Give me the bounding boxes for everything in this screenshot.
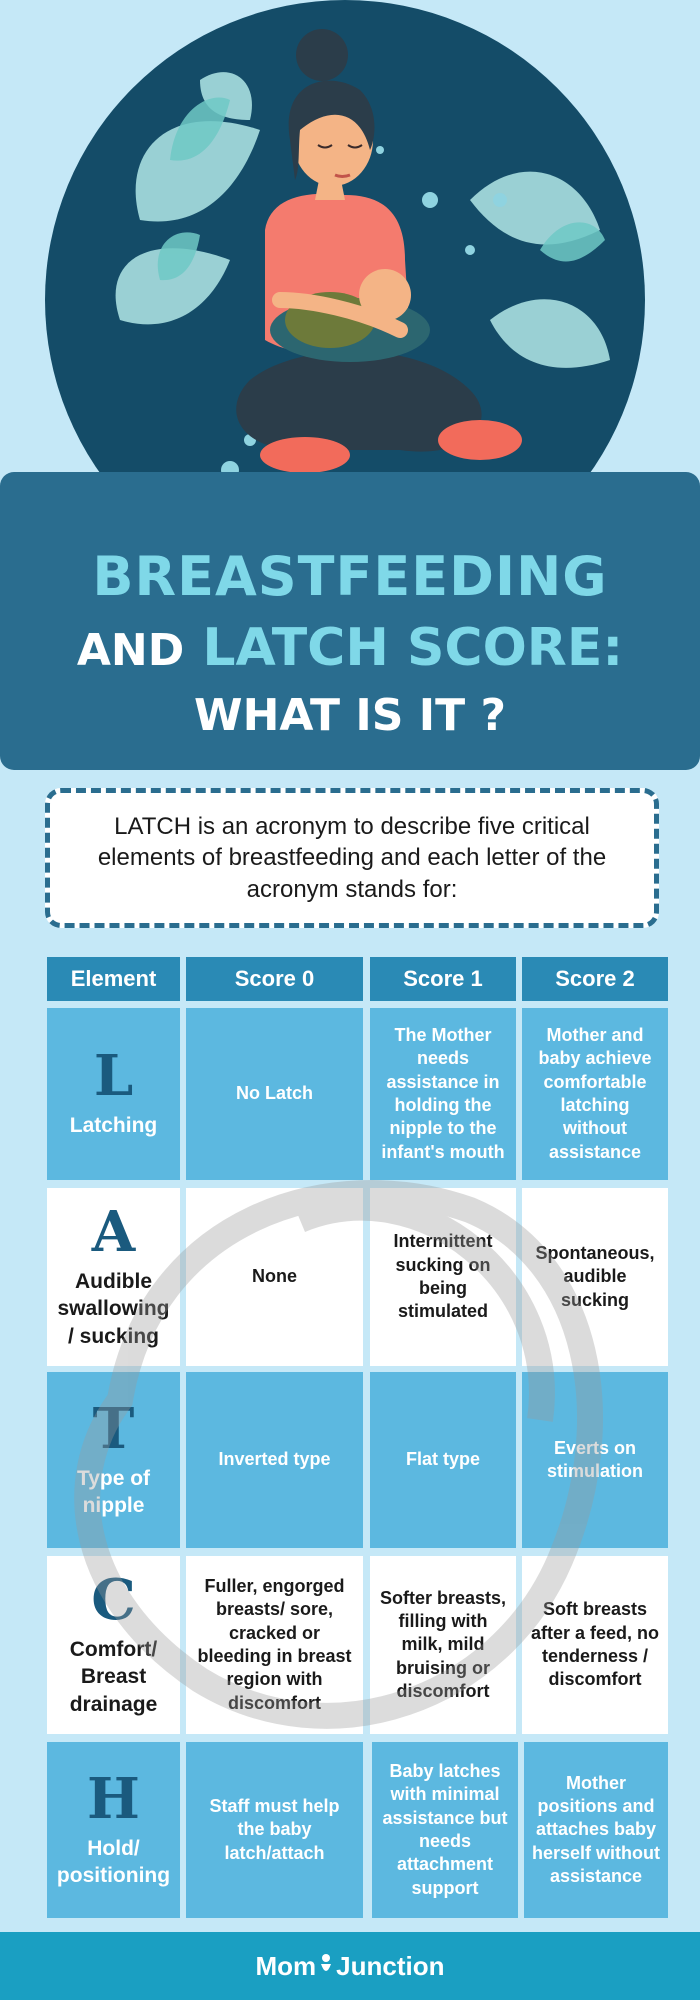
element-name: Comfort/ Breast drainage: [69, 1638, 158, 1716]
row-latching-score-1: The Mother needs assistance in holding the nipple to the infant's mouth: [370, 1008, 516, 1180]
row-type-score-0: Inverted type: [186, 1372, 363, 1548]
row-comfort-score-0: Fuller, engorged breasts/ sore, cracked or bleeding in breast region with discomfort: [186, 1556, 363, 1734]
row-hold-score-1: Baby latches with minimal assistance but needs attachment support: [372, 1742, 518, 1918]
row-comfort-score-2: Soft breasts after a feed, no tenderness / discomfort: [522, 1556, 668, 1734]
row-comfort-element: [47, 1556, 180, 1734]
title-line-3: WHAT IS IT ?: [194, 690, 506, 741]
letter-l: L: [93, 1043, 134, 1110]
letter-h: H: [87, 1765, 140, 1832]
row-latching-score-0: No Latch: [186, 1008, 363, 1180]
letter-c: C: [91, 1567, 136, 1634]
letter-t: T: [92, 1395, 135, 1462]
row-audible-score-2: Spontaneous, audible sucking: [522, 1188, 668, 1366]
letter-a: A: [91, 1199, 136, 1266]
row-type-element: [47, 1372, 180, 1548]
row-audible-score-0: None: [186, 1188, 363, 1366]
element-name: Type of nipple: [76, 1466, 151, 1517]
header-element: Element: [47, 957, 180, 1001]
row-type-score-2: Everts on stimulation: [522, 1372, 668, 1548]
row-hold-element: [47, 1742, 180, 1918]
row-comfort-score-1: Softer breasts, filling with milk, mild bruising or discomfort: [370, 1556, 516, 1734]
intro-box: LATCH is an acronym to describe five critical elements of breastfeeding and each letter of the acronym stands for:: [45, 788, 659, 928]
title-line-1: BREASTFEEDING: [92, 545, 608, 608]
element-name: Hold/ positioning: [56, 1836, 171, 1887]
row-audible-score-1: Intermittent sucking on being stimulated: [370, 1188, 516, 1366]
row-hold-score-0: Staff must help the baby latch/attach: [186, 1742, 363, 1918]
header-score-0: Score 0: [186, 957, 363, 1001]
row-audible-element: [47, 1188, 180, 1366]
row-type-score-1: Flat type: [370, 1372, 516, 1548]
row-hold-score-2: Mother positions and attaches baby herself without assistance: [524, 1742, 668, 1918]
brand-mom: Mom: [255, 1950, 317, 1981]
row-latching-element: [47, 1008, 180, 1180]
element-name: Latching: [69, 1114, 158, 1138]
header-score-2: Score 2: [522, 957, 668, 1001]
element-name: Audible swallowing / sucking: [57, 1270, 170, 1348]
header-score-1: Score 1: [370, 957, 516, 1001]
title-and: AND: [76, 625, 185, 676]
title-latch-score: LATCH SCORE:: [202, 618, 624, 678]
title-line-2: [0, 618, 700, 678]
row-latching-score-2: Mother and baby achieve comfortable latching without assistance: [522, 1008, 668, 1180]
footer-brand-bar: [0, 1932, 700, 2000]
brand-junction: Junction: [336, 1950, 445, 1981]
momjunction-logo-icon: [318, 1952, 334, 1980]
mother-breastfeeding-illustration: [0, 0, 700, 480]
